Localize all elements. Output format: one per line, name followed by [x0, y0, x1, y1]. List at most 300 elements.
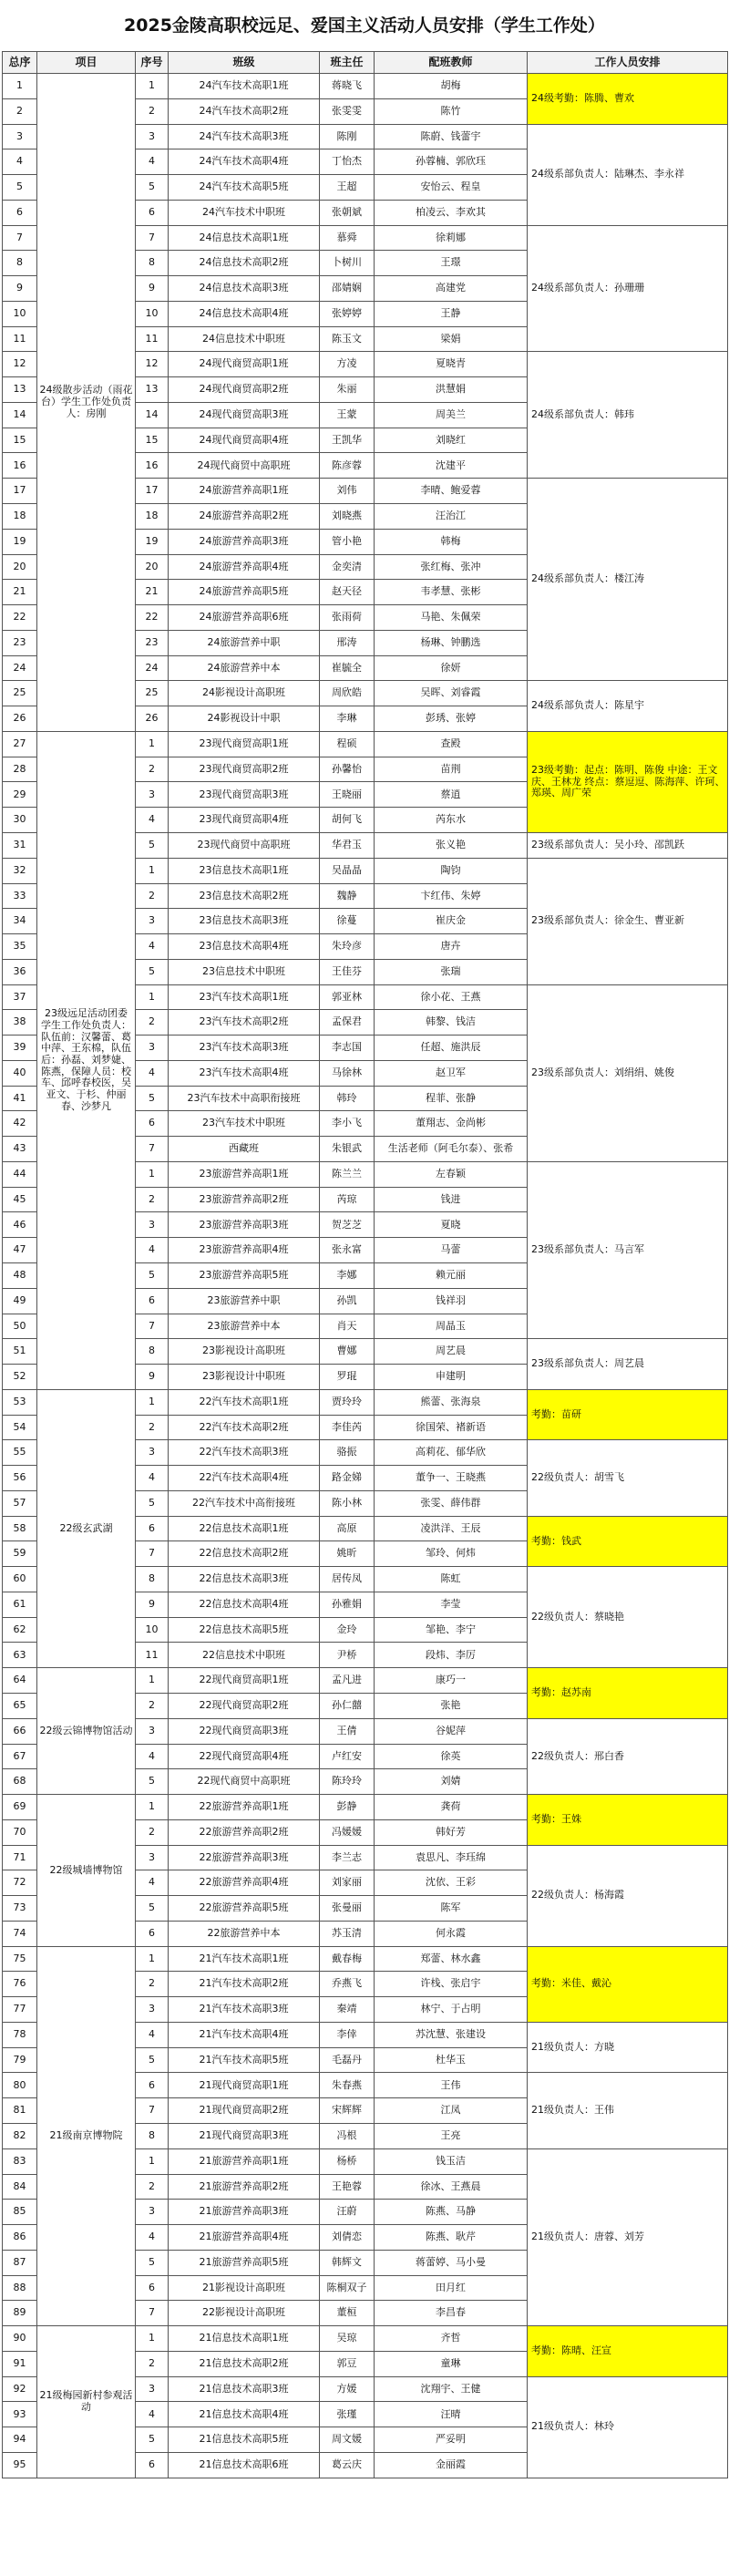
head-teacher-cell: 居传凤	[320, 1567, 375, 1592]
class-cell: 21旅游营养高职3班	[169, 2200, 320, 2225]
class-cell: 22旅游营养高职1班	[169, 1795, 320, 1820]
seq-cell: 5	[136, 2047, 169, 2073]
total-index-cell: 18	[3, 504, 37, 530]
assist-teacher-cell: 张艳	[375, 1694, 528, 1719]
head-teacher-cell: 韩玲	[320, 1086, 375, 1111]
class-cell: 23影视设计中职班	[169, 1365, 320, 1390]
assist-teacher-cell: 赵卫军	[375, 1060, 528, 1086]
assist-teacher-cell: 卞红伟、朱婷	[375, 883, 528, 909]
staff-cell: 24级系部负责人：陆琳杰、李永祥	[528, 124, 728, 225]
header-cell: 工作人员安排	[528, 52, 728, 74]
seq-cell: 5	[136, 2250, 169, 2275]
class-cell: 24现代商贸高职3班	[169, 402, 320, 428]
class-cell: 23旅游营养高职2班	[169, 1187, 320, 1212]
class-cell: 21信息技术高职4班	[169, 2402, 320, 2427]
total-index-cell: 62	[3, 1617, 37, 1643]
seq-cell: 5	[136, 1896, 169, 1922]
class-cell: 22旅游营养中本	[169, 1921, 320, 1946]
class-cell: 23旅游营养中本	[169, 1314, 320, 1339]
head-teacher-cell: 马徐林	[320, 1060, 375, 1086]
assist-teacher-cell: 钱进	[375, 1187, 528, 1212]
assist-teacher-cell: 马艳、朱佩荣	[375, 605, 528, 631]
assist-teacher-cell: 李莹	[375, 1592, 528, 1617]
total-index-cell: 87	[3, 2250, 37, 2275]
total-index-cell: 54	[3, 1415, 37, 1440]
head-teacher-cell: 贺芝芝	[320, 1212, 375, 1238]
assist-teacher-cell: 龚荷	[375, 1795, 528, 1820]
total-index-cell: 2	[3, 98, 37, 124]
head-teacher-cell: 李志国	[320, 1036, 375, 1061]
staff-cell: 24级系部负责人：韩玮	[528, 352, 728, 479]
head-teacher-cell: 李琳	[320, 706, 375, 732]
class-cell: 24影视设计高职班	[169, 681, 320, 706]
assist-teacher-cell: 田月红	[375, 2275, 528, 2301]
total-index-cell: 86	[3, 2225, 37, 2251]
head-teacher-cell: 金奕清	[320, 554, 375, 580]
head-teacher-cell: 陈小林	[320, 1490, 375, 1516]
class-cell: 22汽车技术高职2班	[169, 1415, 320, 1440]
seq-cell: 4	[136, 2402, 169, 2427]
head-teacher-cell: 王晓丽	[320, 782, 375, 808]
head-teacher-cell: 赵天径	[320, 580, 375, 605]
head-teacher-cell: 葛云庆	[320, 2452, 375, 2478]
total-index-cell: 64	[3, 1668, 37, 1694]
head-teacher-cell: 张雯雯	[320, 98, 375, 124]
class-cell: 21汽车技术高职1班	[169, 1946, 320, 1972]
staff-cell: 23级考勤：起点：陈明、陈俊 中途：王文庆、王林龙 终点：蔡逗逗、陈海萍、许珂、郑瑛、周广荣	[528, 731, 728, 832]
head-teacher-cell: 徐蔓	[320, 909, 375, 934]
seq-cell: 10	[136, 1617, 169, 1643]
seq-cell: 3	[136, 124, 169, 149]
class-cell: 22现代商贸高职1班	[169, 1668, 320, 1694]
class-cell: 24旅游营养高职4班	[169, 554, 320, 580]
project-cell: 22级玄武湖	[37, 1389, 136, 1667]
seq-cell: 5	[136, 959, 169, 984]
total-index-cell: 43	[3, 1137, 37, 1162]
total-index-cell: 72	[3, 1870, 37, 1896]
table-row	[3, 731, 728, 757]
seq-cell: 7	[136, 2301, 169, 2326]
class-cell: 22现代商贸高职4班	[169, 1744, 320, 1769]
seq-cell: 3	[136, 1036, 169, 1061]
class-cell: 24汽车技术高职3班	[169, 124, 320, 149]
seq-cell: 5	[136, 1262, 169, 1288]
seq-cell: 11	[136, 1643, 169, 1668]
total-index-cell: 30	[3, 808, 37, 833]
table-row	[3, 2326, 728, 2352]
class-cell: 22汽车技术高职1班	[169, 1389, 320, 1415]
assist-teacher-cell: 董争一、王晓燕	[375, 1466, 528, 1491]
assist-teacher-cell: 苏沈慧、张建设	[375, 2022, 528, 2047]
head-teacher-cell: 芮琼	[320, 1187, 375, 1212]
assist-teacher-cell: 陈燕、马静	[375, 2200, 528, 2225]
total-index-cell: 85	[3, 2200, 37, 2225]
seq-cell: 2	[136, 1415, 169, 1440]
head-teacher-cell: 王佳芬	[320, 959, 375, 984]
assist-teacher-cell: 马蕾	[375, 1238, 528, 1263]
seq-cell: 9	[136, 1592, 169, 1617]
total-index-cell: 68	[3, 1769, 37, 1795]
seq-cell: 1	[136, 1946, 169, 1972]
class-cell: 24信息技术高职4班	[169, 301, 320, 326]
class-cell: 24现代商贸高职1班	[169, 352, 320, 377]
class-cell: 23旅游营养高职3班	[169, 1212, 320, 1238]
assist-teacher-cell: 胡梅	[375, 74, 528, 99]
class-cell: 22旅游营养高职3班	[169, 1845, 320, 1870]
assist-teacher-cell: 钱玉洁	[375, 2148, 528, 2174]
head-teacher-cell: 张朝斌	[320, 200, 375, 225]
head-teacher-cell: 吴琼	[320, 2326, 375, 2352]
assist-teacher-cell: 齐哲	[375, 2326, 528, 2352]
total-index-cell: 37	[3, 984, 37, 1010]
assist-teacher-cell: 许栈、张启宇	[375, 1972, 528, 1997]
class-cell: 21旅游营养高职4班	[169, 2225, 320, 2251]
seq-cell: 6	[136, 1111, 169, 1137]
seq-cell: 12	[136, 352, 169, 377]
total-index-cell: 46	[3, 1212, 37, 1238]
seq-cell: 7	[136, 1137, 169, 1162]
total-index-cell: 76	[3, 1972, 37, 1997]
seq-cell: 4	[136, 149, 169, 175]
seq-cell: 6	[136, 1921, 169, 1946]
total-index-cell: 70	[3, 1819, 37, 1845]
seq-cell: 6	[136, 200, 169, 225]
assist-teacher-cell: 夏晓	[375, 1212, 528, 1238]
assist-teacher-cell: 徐冰、王燕晨	[375, 2174, 528, 2200]
total-index-cell: 4	[3, 149, 37, 175]
assist-teacher-cell: 邹艳、李宁	[375, 1617, 528, 1643]
assist-teacher-cell: 韩好芳	[375, 1819, 528, 1845]
seq-cell: 1	[136, 1668, 169, 1694]
seq-cell: 7	[136, 1541, 169, 1567]
total-index-cell: 32	[3, 858, 37, 883]
total-index-cell: 28	[3, 757, 37, 782]
class-cell: 21现代商贸高职2班	[169, 2098, 320, 2124]
total-index-cell: 9	[3, 276, 37, 302]
total-index-cell: 34	[3, 909, 37, 934]
total-index-cell: 94	[3, 2427, 37, 2453]
total-index-cell: 38	[3, 1010, 37, 1036]
head-teacher-cell: 张婷婷	[320, 301, 375, 326]
header-cell: 班主任	[320, 52, 375, 74]
project-cell: 22级云锦博物馆活动	[37, 1668, 136, 1795]
staff-cell: 23级系部负责人：周艺晨	[528, 1339, 728, 1390]
assist-teacher-cell: 高莉花、郁华欣	[375, 1440, 528, 1466]
head-teacher-cell: 周文媛	[320, 2427, 375, 2453]
total-index-cell: 67	[3, 1744, 37, 1769]
assist-teacher-cell: 熊蕾、张海泉	[375, 1389, 528, 1415]
seq-cell: 5	[136, 1769, 169, 1795]
seq-cell: 6	[136, 2275, 169, 2301]
head-teacher-cell: 姚昕	[320, 1541, 375, 1567]
total-index-cell: 5	[3, 175, 37, 201]
class-cell: 21汽车技术高职5班	[169, 2047, 320, 2073]
total-index-cell: 74	[3, 1921, 37, 1946]
class-cell: 22旅游营养高职4班	[169, 1870, 320, 1896]
assist-teacher-cell: 沈建平	[375, 453, 528, 479]
class-cell: 24现代商贸中高职班	[169, 453, 320, 479]
head-teacher-cell: 程硕	[320, 731, 375, 757]
seq-cell: 7	[136, 225, 169, 251]
class-cell: 22汽车技术中高衔接班	[169, 1490, 320, 1516]
class-cell: 22现代商贸高职2班	[169, 1694, 320, 1719]
seq-cell: 3	[136, 1997, 169, 2023]
class-cell: 23汽车技术高职4班	[169, 1060, 320, 1086]
total-index-cell: 19	[3, 529, 37, 554]
schedule-table	[2, 51, 728, 2478]
head-teacher-cell: 张曼丽	[320, 1896, 375, 1922]
class-cell: 22汽车技术高职4班	[169, 1466, 320, 1491]
total-index-cell: 15	[3, 428, 37, 453]
total-index-cell: 6	[3, 200, 37, 225]
total-index-cell: 24	[3, 655, 37, 681]
head-teacher-cell: 吴晶晶	[320, 858, 375, 883]
total-index-cell: 41	[3, 1086, 37, 1111]
head-teacher-cell: 管小艳	[320, 529, 375, 554]
head-teacher-cell: 孙仁囍	[320, 1694, 375, 1719]
staff-cell: 考勤：钱武	[528, 1516, 728, 1567]
seq-cell: 2	[136, 1819, 169, 1845]
total-index-cell: 39	[3, 1036, 37, 1061]
class-cell: 22汽车技术高职3班	[169, 1440, 320, 1466]
class-cell: 23汽车技术高职1班	[169, 984, 320, 1010]
total-index-cell: 26	[3, 706, 37, 732]
seq-cell: 4	[136, 1060, 169, 1086]
head-teacher-cell: 刘家丽	[320, 1870, 375, 1896]
staff-cell: 考勤：苗研	[528, 1389, 728, 1440]
head-teacher-cell: 曹娜	[320, 1339, 375, 1365]
staff-cell: 考勤：赵苏南	[528, 1668, 728, 1719]
seq-cell: 2	[136, 98, 169, 124]
class-cell: 24影视设计中职	[169, 706, 320, 732]
seq-cell: 4	[136, 808, 169, 833]
seq-cell: 4	[136, 1870, 169, 1896]
class-cell: 23汽车技术高职3班	[169, 1036, 320, 1061]
assist-teacher-cell: 张雯、薛伟群	[375, 1490, 528, 1516]
class-cell: 24信息技术高职3班	[169, 276, 320, 302]
class-cell: 24汽车技术高职1班	[169, 74, 320, 99]
seq-cell: 2	[136, 883, 169, 909]
seq-cell: 3	[136, 1212, 169, 1238]
assist-teacher-cell: 柏凌云、李欢其	[375, 200, 528, 225]
total-index-cell: 49	[3, 1288, 37, 1314]
head-teacher-cell: 孙凯	[320, 1288, 375, 1314]
seq-cell: 5	[136, 175, 169, 201]
project-cell: 22级城墙博物馆	[37, 1795, 136, 1947]
total-index-cell: 11	[3, 326, 37, 352]
assist-teacher-cell: 段炜、李厉	[375, 1643, 528, 1668]
total-index-cell: 88	[3, 2275, 37, 2301]
head-teacher-cell: 郭豆	[320, 2351, 375, 2376]
head-teacher-cell: 周欣皓	[320, 681, 375, 706]
assist-teacher-cell: 江凤	[375, 2098, 528, 2124]
header-cell: 总序	[3, 52, 37, 74]
head-teacher-cell: 戴春梅	[320, 1946, 375, 1972]
seq-cell: 8	[136, 2124, 169, 2149]
assist-teacher-cell: 徐国荣、褚新语	[375, 1415, 528, 1440]
assist-teacher-cell: 郑蕾、林水鑫	[375, 1946, 528, 1972]
class-cell: 24汽车技术高职4班	[169, 149, 320, 175]
seq-cell: 23	[136, 630, 169, 655]
seq-cell: 4	[136, 2022, 169, 2047]
head-teacher-cell: 秦靖	[320, 1997, 375, 2023]
head-teacher-cell: 张雨荷	[320, 605, 375, 631]
head-teacher-cell: 尹桥	[320, 1643, 375, 1668]
total-index-cell: 57	[3, 1490, 37, 1516]
assist-teacher-cell: 李昌春	[375, 2301, 528, 2326]
assist-teacher-cell: 谷妮萍	[375, 1718, 528, 1744]
head-teacher-cell: 肖天	[320, 1314, 375, 1339]
total-index-cell: 25	[3, 681, 37, 706]
assist-teacher-cell: 芮东水	[375, 808, 528, 833]
project-cell: 21级梅园新村参观活动	[37, 2326, 136, 2478]
class-cell: 23汽车技术高职2班	[169, 1010, 320, 1036]
class-cell: 23旅游营养高职1班	[169, 1161, 320, 1187]
assist-teacher-cell: 任超、施洪辰	[375, 1036, 528, 1061]
head-teacher-cell: 丁怡杰	[320, 149, 375, 175]
table-row	[3, 1668, 728, 1694]
class-cell: 22信息技术中职班	[169, 1643, 320, 1668]
seq-cell: 3	[136, 1845, 169, 1870]
project-cell: 23级远足活动团委 学生工作处负责人：队伍前：汉馨蕾、葛中萍、王东棉，队伍后：孙磊、刘梦婕、陈燕，保障人员：校车、邱呼春校医，吴亚文、于杉、仲丽春、沙梦凡	[37, 731, 136, 1389]
head-teacher-cell: 朱丽	[320, 377, 375, 403]
total-index-cell: 92	[3, 2376, 37, 2402]
assist-teacher-cell: 洪慧娟	[375, 377, 528, 403]
project-cell: 24级散步活动（雨花台）学生工作处负责人：房刚	[37, 74, 136, 732]
total-index-cell: 58	[3, 1516, 37, 1541]
head-teacher-cell: 冯媛媛	[320, 1819, 375, 1845]
head-teacher-cell: 华君玉	[320, 832, 375, 858]
assist-teacher-cell: 陈竹	[375, 98, 528, 124]
head-teacher-cell: 慕舜	[320, 225, 375, 251]
class-cell: 23旅游营养高职5班	[169, 1262, 320, 1288]
class-cell: 21旅游营养高职5班	[169, 2250, 320, 2275]
total-index-cell: 79	[3, 2047, 37, 2073]
head-teacher-cell: 陈玉文	[320, 326, 375, 352]
assist-teacher-cell: 徐妍	[375, 655, 528, 681]
total-index-cell: 14	[3, 402, 37, 428]
staff-cell: 23级系部负责人：徐金生、曹亚新	[528, 858, 728, 984]
assist-teacher-cell: 金丽霞	[375, 2452, 528, 2478]
head-teacher-cell: 彭静	[320, 1795, 375, 1820]
total-index-cell: 40	[3, 1060, 37, 1086]
class-cell: 23汽车技术中职班	[169, 1111, 320, 1137]
class-cell: 21现代商贸高职1班	[169, 2073, 320, 2098]
assist-teacher-cell: 梁娟	[375, 326, 528, 352]
head-teacher-cell: 王超	[320, 175, 375, 201]
seq-cell: 4	[136, 1466, 169, 1491]
seq-cell: 2	[136, 1972, 169, 1997]
head-teacher-cell: 韩辉文	[320, 2250, 375, 2275]
staff-cell: 21级负责人：方晓	[528, 2022, 728, 2073]
assist-teacher-cell: 童琳	[375, 2351, 528, 2376]
class-cell: 21信息技术高职5班	[169, 2427, 320, 2453]
header-cell: 班级	[169, 52, 320, 74]
total-index-cell: 95	[3, 2452, 37, 2478]
seq-cell: 6	[136, 2073, 169, 2098]
head-teacher-cell: 孟保君	[320, 1010, 375, 1036]
header-cell: 配班教师	[375, 52, 528, 74]
class-cell: 22信息技术高职5班	[169, 1617, 320, 1643]
class-cell: 24汽车技术中职班	[169, 200, 320, 225]
total-index-cell: 7	[3, 225, 37, 251]
seq-cell: 8	[136, 1339, 169, 1365]
assist-teacher-cell: 邹玲、何炜	[375, 1541, 528, 1567]
staff-cell: 22级负责人：胡雪飞	[528, 1440, 728, 1516]
class-cell: 23信息技术中职班	[169, 959, 320, 984]
seq-cell: 5	[136, 1490, 169, 1516]
assist-teacher-cell: 徐莉娜	[375, 225, 528, 251]
assist-teacher-cell: 查殿	[375, 731, 528, 757]
total-index-cell: 52	[3, 1365, 37, 1390]
seq-cell: 7	[136, 2098, 169, 2124]
class-cell: 23旅游营养中职	[169, 1288, 320, 1314]
assist-teacher-cell: 陶钧	[375, 858, 528, 883]
total-index-cell: 12	[3, 352, 37, 377]
class-cell: 21旅游营养高职2班	[169, 2174, 320, 2200]
seq-cell: 20	[136, 554, 169, 580]
total-index-cell: 55	[3, 1440, 37, 1466]
total-index-cell: 69	[3, 1795, 37, 1820]
head-teacher-cell: 陈桐双子	[320, 2275, 375, 2301]
head-teacher-cell: 罗琨	[320, 1365, 375, 1390]
head-teacher-cell: 冯根	[320, 2124, 375, 2149]
seq-cell: 2	[136, 757, 169, 782]
assist-teacher-cell: 吴晖、刘睿霞	[375, 681, 528, 706]
total-index-cell: 13	[3, 377, 37, 403]
total-index-cell: 1	[3, 74, 37, 99]
assist-teacher-cell: 周美兰	[375, 402, 528, 428]
seq-cell: 25	[136, 681, 169, 706]
head-teacher-cell: 朱春燕	[320, 2073, 375, 2098]
total-index-cell: 10	[3, 301, 37, 326]
total-index-cell: 45	[3, 1187, 37, 1212]
total-index-cell: 71	[3, 1845, 37, 1870]
assist-teacher-cell: 韦孝慧、张彬	[375, 580, 528, 605]
seq-cell: 26	[136, 706, 169, 732]
class-cell: 24旅游营养高职5班	[169, 580, 320, 605]
assist-teacher-cell: 王静	[375, 301, 528, 326]
class-cell: 23现代商贸中高职班	[169, 832, 320, 858]
class-cell: 23现代商贸高职3班	[169, 782, 320, 808]
head-teacher-cell: 胡何飞	[320, 808, 375, 833]
class-cell: 24旅游营养高职6班	[169, 605, 320, 631]
assist-teacher-cell: 陈虹	[375, 1567, 528, 1592]
class-cell: 22信息技术高职2班	[169, 1541, 320, 1567]
staff-cell: 23级系部负责人：吴小玲、邵凯跃	[528, 832, 728, 858]
total-index-cell: 81	[3, 2098, 37, 2124]
assist-teacher-cell: 苗荆	[375, 757, 528, 782]
class-cell: 23旅游营养高职4班	[169, 1238, 320, 1263]
seq-cell: 21	[136, 580, 169, 605]
total-index-cell: 77	[3, 1997, 37, 2023]
head-teacher-cell: 邢涛	[320, 630, 375, 655]
seq-cell: 1	[136, 984, 169, 1010]
assist-teacher-cell: 林宁、于占明	[375, 1997, 528, 2023]
head-teacher-cell: 李兰志	[320, 1845, 375, 1870]
assist-teacher-cell: 何永霞	[375, 1921, 528, 1946]
assist-teacher-cell: 徐英	[375, 1744, 528, 1769]
staff-cell: 24级系部负责人：陈星宇	[528, 681, 728, 732]
assist-teacher-cell: 刘晓红	[375, 428, 528, 453]
head-teacher-cell: 李倖	[320, 2022, 375, 2047]
class-cell: 23现代商贸高职2班	[169, 757, 320, 782]
seq-cell: 3	[136, 2376, 169, 2402]
staff-cell: 考勤：米佳、戴沁	[528, 1946, 728, 2022]
seq-cell: 1	[136, 2148, 169, 2174]
seq-cell: 2	[136, 2174, 169, 2200]
seq-cell: 4	[136, 1744, 169, 1769]
